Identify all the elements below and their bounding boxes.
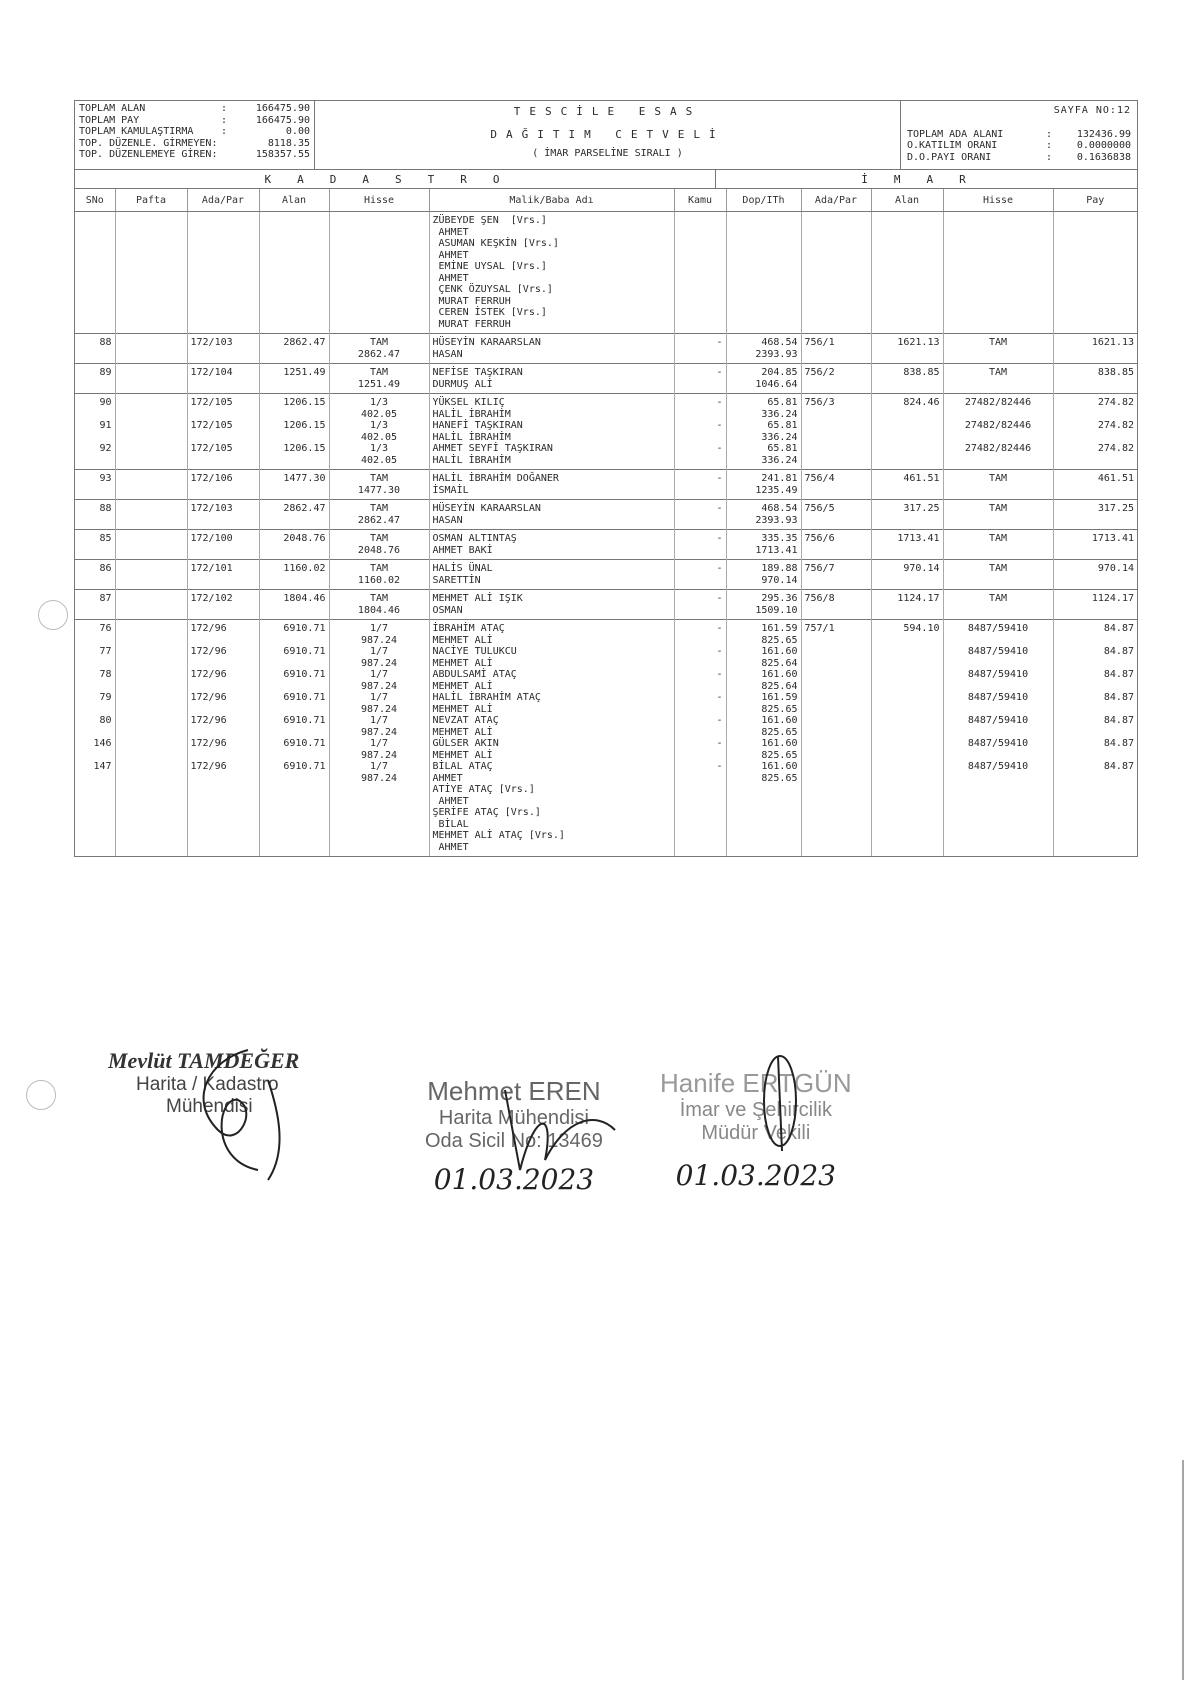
distribution-table-document [74, 100, 1138, 857]
cell-kamu: - [674, 560, 726, 590]
column-header: Dop/ITh [726, 189, 801, 212]
cell-kamu: - - - [674, 394, 726, 470]
column-header: SNo [75, 189, 115, 212]
signatory-name: Mevlüt TAMDEĞER [108, 1048, 300, 1073]
column-header: Malik/Baba Adı [429, 189, 674, 212]
cell-ialan: 317.25 [871, 500, 943, 530]
total-row [79, 138, 310, 150]
table-row [75, 530, 1137, 560]
ratio-row: O.KATILIM ORANI : 0.0000000 [907, 140, 1131, 151]
cell-pay: 1124.17 [1053, 590, 1137, 620]
cell-ihisse: TAM [943, 470, 1053, 500]
cell-sno: 85 [75, 530, 115, 560]
total-row: TOPLAM KAMULAŞTIRMA : 0.00 [79, 126, 310, 137]
table-row [75, 394, 1137, 470]
cell-iadapar: 756/3 [801, 394, 871, 470]
cell-sno: 93 [75, 470, 115, 500]
cell-pafta [115, 620, 187, 857]
cell-ihisse: TAM [943, 530, 1053, 560]
cell-adapar: 172/104 [187, 364, 259, 394]
cell-adapar: 172/102 [187, 590, 259, 620]
cell-ihisse [943, 212, 1053, 334]
cell-ihisse: TAM [943, 334, 1053, 364]
total-label: TOPLAM ALAN [79, 103, 146, 114]
cell-pay: 317.25 [1053, 500, 1137, 530]
total-value: 8118.35 [267, 137, 310, 149]
cell-malik: HÜSEYİN KARAARSLAN HASAN [429, 500, 674, 530]
cell-kamu: - [674, 334, 726, 364]
cell-iadapar: 756/8 [801, 590, 871, 620]
signatory-name: Hanife ERTGÜN [660, 1068, 852, 1098]
cell-kamu [674, 212, 726, 334]
table-row [75, 364, 1137, 394]
handwritten-signature-icon [445, 1070, 625, 1180]
cell-ialan: 824.46 [871, 394, 943, 470]
cell-kamu: - [674, 364, 726, 394]
total-label: TOP. DÜZENLEMEYE GİREN: [79, 149, 218, 160]
cell-malik: NEFİSE TAŞKIRAN DURMUŞ ALİ [429, 364, 674, 394]
ratio-label: TOPLAM ADA ALANI [907, 128, 1004, 140]
column-header: Pafta [115, 189, 187, 212]
table-header-row [75, 189, 1137, 212]
cell-ialan: 838.85 [871, 364, 943, 394]
cell-adapar: 172/101 [187, 560, 259, 590]
document-title-secondary: DAĞITIM CETVELİ [490, 128, 725, 141]
cell-pay: 274.82 274.82 274.82 [1053, 394, 1137, 470]
cell-dop: 189.88 970.14 [726, 560, 801, 590]
cell-dop: 335.35 1713.41 [726, 530, 801, 560]
cell-alan: 6910.71 6910.71 6910.71 6910.71 6910.71 6910.71 6910.71 [259, 620, 329, 857]
total-value: 166475.90 [255, 103, 310, 114]
handwritten-signature-icon [148, 1040, 328, 1190]
cell-sno: 76 77 78 79 80 146 147 [75, 620, 115, 857]
cell-hisse: TAM 2862.47 [329, 334, 429, 364]
total-row [79, 149, 310, 161]
document-title-block [315, 101, 901, 169]
cell-hisse: TAM 1160.02 [329, 560, 429, 590]
column-header: Pay [1053, 189, 1137, 212]
cell-pafta [115, 212, 187, 334]
signatory-name: Mehmet EREN [427, 1076, 601, 1106]
cell-hisse: 1/3 402.05 1/3 402.05 1/3 402.05 [329, 394, 429, 470]
cell-hisse: TAM 1477.30 [329, 470, 429, 500]
column-header: Hisse [329, 189, 429, 212]
ratio-value: 132436.99 [1076, 128, 1131, 140]
signature-block-surveyor [425, 1076, 603, 1196]
signature-block-director [660, 1068, 852, 1192]
cell-adapar: 172/103 [187, 500, 259, 530]
table-row [75, 212, 1137, 334]
table-row [75, 500, 1137, 530]
punch-hole [38, 600, 68, 630]
cell-iadapar: 756/7 [801, 560, 871, 590]
table-row [75, 620, 1137, 857]
total-row: TOPLAM ALAN : 166475.90 [79, 103, 310, 114]
cell-kamu: - [674, 530, 726, 560]
cell-hisse [329, 212, 429, 334]
total-label: TOPLAM KAMULAŞTIRMA [79, 126, 194, 137]
cell-alan: 2048.76 [259, 530, 329, 560]
scan-edge-line [1180, 1460, 1186, 1680]
cell-ialan [871, 212, 943, 334]
total-label: TOPLAM PAY [79, 114, 140, 126]
cell-adapar: 172/106 [187, 470, 259, 500]
cell-malik: MEHMET ALİ IŞIK OSMAN [429, 590, 674, 620]
cell-pay: 1621.13 [1053, 334, 1137, 364]
document-subtitle: ( İMAR PARSELİNE SIRALI ) [532, 148, 683, 159]
cell-dop: 204.85 1046.64 [726, 364, 801, 394]
cell-dop [726, 212, 801, 334]
cell-pay: 461.51 [1053, 470, 1137, 500]
cell-iadapar: 756/6 [801, 530, 871, 560]
signatory-role: Harita / Kadastro [136, 1074, 279, 1095]
cell-pay: 84.87 84.87 84.87 84.87 84.87 84.87 84.87 [1053, 620, 1137, 857]
signatory-role: Müdür Vekili [701, 1122, 811, 1144]
cell-pafta [115, 560, 187, 590]
cell-sno: 90 91 92 [75, 394, 115, 470]
cell-kamu: - [674, 590, 726, 620]
cell-malik: YÜKSEL KILIÇ HALİL İBRAHİM HANEFİ TAŞKIRAN HALİL İBRAHİM AHMET SEYFİ TAŞKIRAN HALİL İBRAHİM [429, 394, 674, 470]
cell-iadapar: 756/5 [801, 500, 871, 530]
cell-pafta [115, 364, 187, 394]
cell-dop: 65.81 336.24 65.81 336.24 65.81 336.24 [726, 394, 801, 470]
cell-ihisse: TAM [943, 364, 1053, 394]
cell-hisse: 1/7 987.24 1/7 987.24 1/7 987.24 1/7 987.24 1/7 987.24 1/7 987.24 1/7 987.24 [329, 620, 429, 857]
total-value: 158357.55 [255, 149, 310, 160]
cell-dop: 241.81 1235.49 [726, 470, 801, 500]
total-value: 0.00 [285, 126, 310, 137]
cell-kamu: - [674, 470, 726, 500]
kadastro-group-label: KADASTRO [75, 170, 716, 188]
cell-pafta [115, 334, 187, 364]
cell-malik: HALİL İBRAHİM DOĞANER İSMAİL [429, 470, 674, 500]
cell-sno: 88 [75, 500, 115, 530]
cell-adapar: 172/100 [187, 530, 259, 560]
ratio-row: TOPLAM ADA ALANI : 132436.99 [907, 128, 1131, 140]
cell-malik: OSMAN ALTINTAŞ AHMET BAKİ [429, 530, 674, 560]
cell-ihisse: 27482/82446 27482/82446 27482/82446 [943, 394, 1053, 470]
cell-adapar: 172/103 [187, 334, 259, 364]
column-header: Kamu [674, 189, 726, 212]
column-header: Ada/Par [801, 189, 871, 212]
ratio-label: D.O.PAYI ORANI [907, 151, 992, 163]
cell-hisse: TAM 1251.49 [329, 364, 429, 394]
cell-sno [75, 212, 115, 334]
cell-sno: 86 [75, 560, 115, 590]
cell-ihisse: TAM [943, 560, 1053, 590]
cell-adapar [187, 212, 259, 334]
handwritten-signature-icon [720, 1046, 840, 1166]
ratio-value: 0.1636838 [1076, 151, 1131, 163]
table-row [75, 560, 1137, 590]
cell-ialan: 594.10 [871, 620, 943, 857]
signatory-role: İmar ve Şehircilik [679, 1099, 832, 1121]
cell-alan [259, 212, 329, 334]
totals-summary [75, 101, 315, 169]
document-title: TESCİLE ESAS [513, 105, 702, 118]
cell-iadapar: 756/2 [801, 364, 871, 394]
ratio-row: D.O.PAYI ORANI : 0.1636838 [907, 151, 1131, 163]
column-group-header [75, 170, 1137, 189]
cell-hisse: TAM 2048.76 [329, 530, 429, 560]
cell-hisse: TAM 1804.46 [329, 590, 429, 620]
cell-ialan: 1713.41 [871, 530, 943, 560]
total-label: TOP. DÜZENLE. GİRMEYEN: [79, 137, 218, 149]
cell-dop: 468.54 2393.93 [726, 334, 801, 364]
cell-malik: İBRAHİM ATAÇ MEHMET ALİ NACİYE TULUKCU MEHMET ALİ ABDULSAMİ ATAÇ MEHMET ALİ HALİL İBRAHİM ATAÇ MEHMET ALİ NEVZAT ATAÇ MEHMET ALİ GÜLSER AKIN MEHMET ALİ BİLAL ATAÇ AHMET ATİYE ATAÇ [Vrs.] AHMET ŞERİFE ATAÇ [Vrs.] BİLAL MEHMET ALİ ATAÇ [Vrs.] AHMET [429, 620, 674, 857]
signatory-role: Harita Mühendisi [438, 1107, 589, 1129]
document-header [75, 101, 1137, 170]
cell-ialan: 1124.17 [871, 590, 943, 620]
cell-dop: 468.54 2393.93 [726, 500, 801, 530]
cell-alan: 1206.15 1206.15 1206.15 [259, 394, 329, 470]
ratio-label: O.KATILIM ORANI [907, 140, 998, 151]
cell-ihisse: 8487/59410 8487/59410 8487/59410 8487/59410 8487/59410 8487/59410 8487/59410 [943, 620, 1053, 857]
cell-hisse: TAM 2862.47 [329, 500, 429, 530]
cell-sno: 88 [75, 334, 115, 364]
cell-iadapar: 757/1 [801, 620, 871, 857]
column-header: Alan [259, 189, 329, 212]
cell-alan: 1804.46 [259, 590, 329, 620]
cell-pay: 838.85 [1053, 364, 1137, 394]
cell-adapar: 172/96 172/96 172/96 172/96 172/96 172/96 172/96 [187, 620, 259, 857]
cell-sno: 87 [75, 590, 115, 620]
cell-ialan: 1621.13 [871, 334, 943, 364]
cell-pay [1053, 212, 1137, 334]
signatory-role: Oda Sicil No: 13469 [425, 1130, 603, 1152]
signature-block-engineer [108, 1048, 299, 1118]
ratio-value: 0.0000000 [1076, 140, 1131, 151]
cell-iadapar: 756/1 [801, 334, 871, 364]
column-header: Alan [871, 189, 943, 212]
cell-dop: 161.59 825.65 161.60 825.64 161.60 825.64 161.59 825.65 161.60 825.65 161.60 825.65 161.60 825.65 [726, 620, 801, 857]
table-row [75, 334, 1137, 364]
imar-group-label: İMAR [861, 172, 992, 186]
cell-kamu: - [674, 500, 726, 530]
cell-pafta [115, 470, 187, 500]
cell-pay: 970.14 [1053, 560, 1137, 590]
cell-pay: 1713.41 [1053, 530, 1137, 560]
distribution-table [75, 189, 1137, 856]
cell-malik: HALİS ÜNAL SARETTİN [429, 560, 674, 590]
cell-pafta [115, 500, 187, 530]
cell-iadapar: 756/4 [801, 470, 871, 500]
table-body [75, 212, 1137, 857]
column-header: Ada/Par [187, 189, 259, 212]
cell-alan: 1160.02 [259, 560, 329, 590]
cell-sno: 89 [75, 364, 115, 394]
ratios-summary [901, 101, 1137, 169]
cell-dop: 295.36 1509.10 [726, 590, 801, 620]
cell-alan: 2862.47 [259, 500, 329, 530]
cell-ialan: 970.14 [871, 560, 943, 590]
cell-ihisse: TAM [943, 500, 1053, 530]
signatory-role: Mühendisi [166, 1096, 253, 1117]
signature-date: 01.03.2023 [675, 1159, 836, 1192]
column-header: Hisse [943, 189, 1053, 212]
cell-malik: HÜSEYİN KARAARSLAN HASAN [429, 334, 674, 364]
table-row [75, 590, 1137, 620]
cell-iadapar [801, 212, 871, 334]
total-value: 166475.90 [255, 114, 310, 126]
punch-hole [26, 1080, 56, 1110]
total-row: TOPLAM PAY : 166475.90 [79, 114, 310, 126]
table-row [75, 470, 1137, 500]
cell-adapar: 172/105 172/105 172/105 [187, 394, 259, 470]
cell-ialan: 461.51 [871, 470, 943, 500]
signature-date: 01.03.2023 [433, 1163, 595, 1196]
cell-alan: 2862.47 [259, 334, 329, 364]
cell-kamu: - - - - - - - [674, 620, 726, 857]
cell-malik: ZÜBEYDE ŞEN [Vrs.] AHMET ASUMAN KEŞKİN [Vrs.] AHMET EMİNE UYSAL [Vrs.] AHMET ÇENK ÖZUYSAL [Vrs.] MURAT FERRUH CEREN İSTEK [Vrs.] MURAT FERRUH [429, 212, 674, 334]
cell-alan: 1251.49 [259, 364, 329, 394]
cell-pafta [115, 530, 187, 560]
cell-pafta [115, 590, 187, 620]
cell-alan: 1477.30 [259, 470, 329, 500]
cell-ihisse: TAM [943, 590, 1053, 620]
cell-pafta [115, 394, 187, 470]
page-number: SAYFA NO:12 [1053, 105, 1131, 116]
